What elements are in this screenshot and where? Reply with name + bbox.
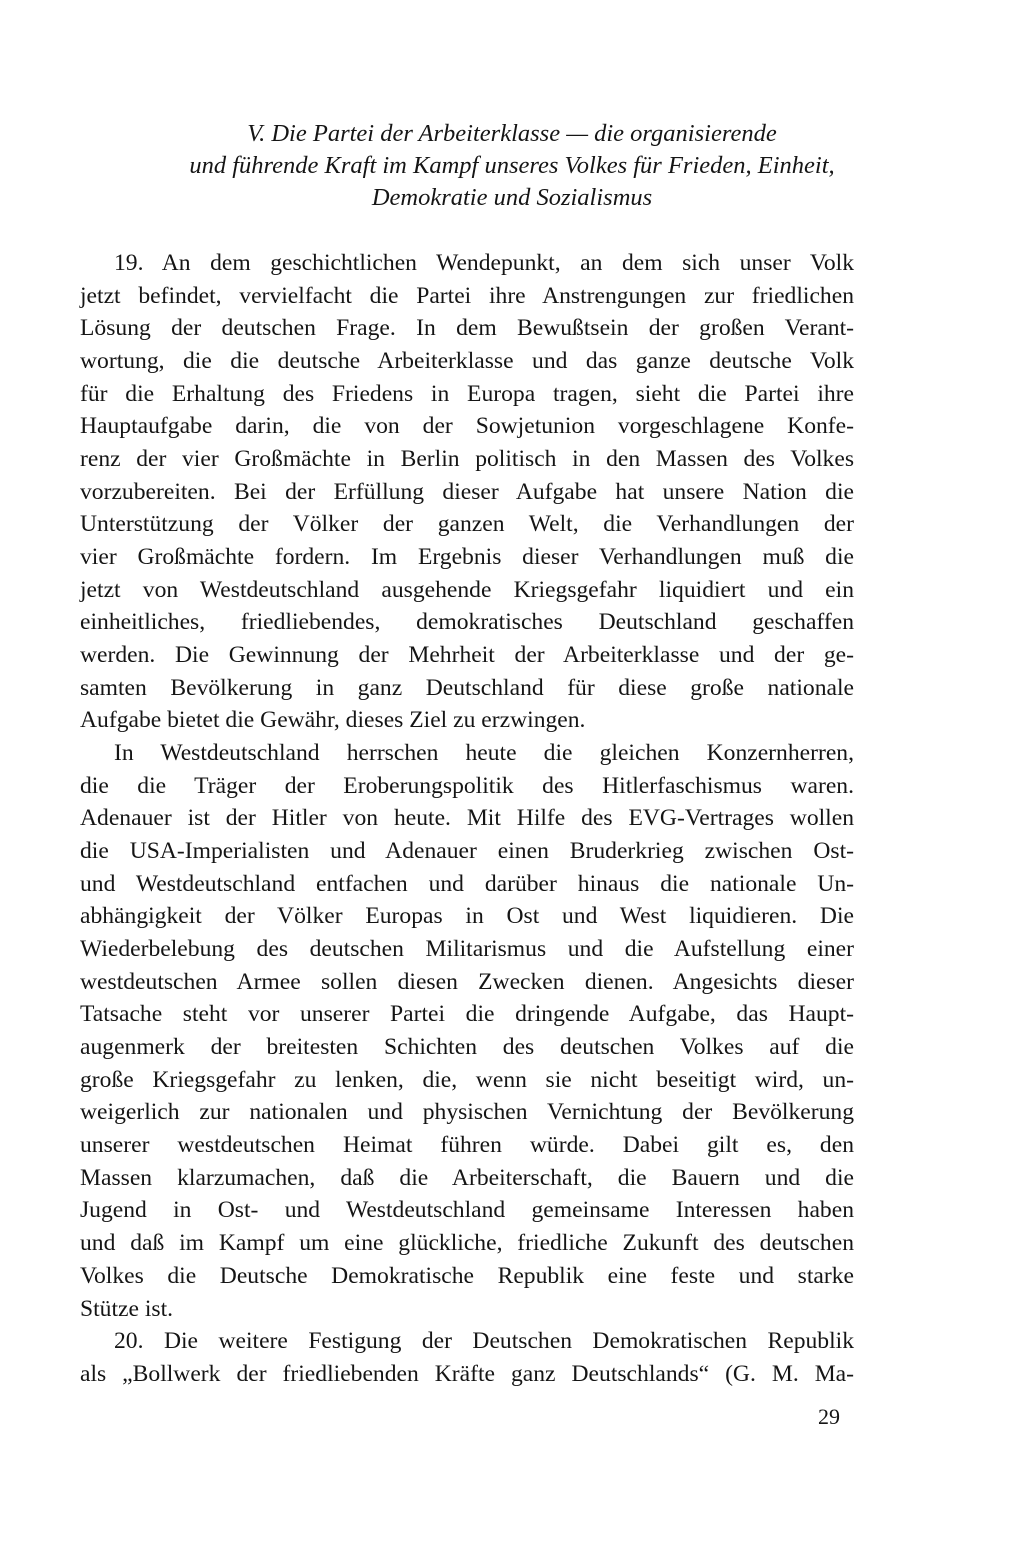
text-line: als „Bollwerk der friedliebenden Kräfte ganz Deutschlands“ (G. M. Ma- <box>80 1360 854 1387</box>
text-line: wortung, die die deutsche Arbeiterklasse und das ganze deutsche Volk <box>80 348 854 375</box>
text-line: vier Großmächte fordern. Im Ergebnis dieser Verhandlungen muß die <box>80 544 854 571</box>
text-line: Wiederbelebung des deutschen Militarismus und die Aufstellung einer <box>80 936 854 963</box>
text-line: Unterstützung der Völker der ganzen Welt, die Verhandlungen der <box>80 511 854 538</box>
text-line: für die Erhaltung des Friedens in Europa tragen, sieht die Partei ihre <box>80 380 854 407</box>
text-line: 19. An dem geschichtlichen Wendepunkt, an dem sich unser Volk <box>114 250 854 276</box>
text-line: Lösung der deutschen Frage. In dem Bewußtsein der großen Verant- <box>80 315 854 342</box>
text-line: Volkes die Deutsche Demokratische Republik eine feste und starke <box>80 1262 854 1289</box>
heading-line: und führende Kraft im Kampf unseres Volkes für Frieden, Einheit, <box>189 152 835 179</box>
text-line: Aufgabe bietet die Gewähr, dieses Ziel zu erzwingen. <box>80 707 586 734</box>
text-line: Adenauer ist der Hitler von heute. Mit Hilfe des EVG-Vertrages wollen <box>80 805 854 832</box>
heading-line: Demokratie und Sozialismus <box>371 184 653 211</box>
text-line: samten Bevölkerung in ganz Deutschland für diese große nationale <box>80 674 854 701</box>
text-line: Hauptaufgabe darin, die von der Sowjetunion vorgeschlagene Konfe- <box>80 413 854 440</box>
text-line: einheitliches, friedliebendes, demokratisches Deutschland geschaffen <box>80 609 854 636</box>
text-line: jetzt befindet, vervielfacht die Partei ihre Anstrengungen zur friedlichen <box>80 282 854 309</box>
text-line: Massen klarzumachen, daß die Arbeiterschaft, die Bauern und die <box>80 1164 854 1191</box>
text-line: In Westdeutschland herrschen heute die gleichen Konzernherren, <box>114 740 854 767</box>
text-line: Stütze ist. <box>80 1295 174 1322</box>
page-number: 29 <box>818 1404 840 1429</box>
heading-line: V. Die Partei der Arbeiterklasse — die organisierende <box>247 120 777 147</box>
body-text <box>80 247 854 1391</box>
text-line: unserer westdeutschen Heimat führen würde. Dabei gilt es, den <box>80 1132 854 1159</box>
text-line: renz der vier Großmächte in Berlin politisch in den Massen des Volkes <box>80 446 854 473</box>
text-line: große Kriegsgefahr zu lenken, die, wenn sie nicht beseitigt wird, un- <box>80 1066 854 1093</box>
text-line: jetzt von Westdeutschland ausgehende Kriegsgefahr liquidiert und ein <box>80 576 854 603</box>
text-line: werden. Die Gewinnung der Mehrheit der Arbeiterklasse und der ge- <box>80 642 854 669</box>
text-line: vorzubereiten. Bei der Erfüllung dieser Aufgabe hat unsere Nation die <box>80 478 854 505</box>
section-heading <box>80 118 944 214</box>
text-line: und Westdeutschland entfachen und darüber hinaus die nationale Un- <box>80 870 854 897</box>
text-line: westdeutschen Armee sollen diesen Zwecken dienen. Angesichts dieser <box>80 968 854 995</box>
text-line: die USA-Imperialisten und Adenauer einen Bruderkrieg zwischen Ost- <box>80 838 854 865</box>
text-line: 20. Die weitere Festigung der Deutschen Demokratischen Republik <box>114 1328 854 1355</box>
text-line: die die Träger der Eroberungspolitik des Hitlerfaschismus waren. <box>80 772 854 799</box>
text-line: abhängigkeit der Völker Europas in Ost und West liquidieren. Die <box>80 903 854 930</box>
text-line: und daß im Kampf um eine glückliche, friedliche Zukunft des deutschen <box>80 1230 854 1257</box>
text-line: weigerlich zur nationalen und physischen Vernichtung der Bevölkerung <box>80 1099 854 1126</box>
text-line: Tatsache steht vor unserer Partei die dringende Aufgabe, das Haupt- <box>80 1001 854 1028</box>
text-line: Jugend in Ost- und Westdeutschland gemeinsame Interessen haben <box>80 1197 854 1224</box>
text-line: augenmerk der breitesten Schichten des deutschen Volkes auf die <box>80 1034 854 1061</box>
